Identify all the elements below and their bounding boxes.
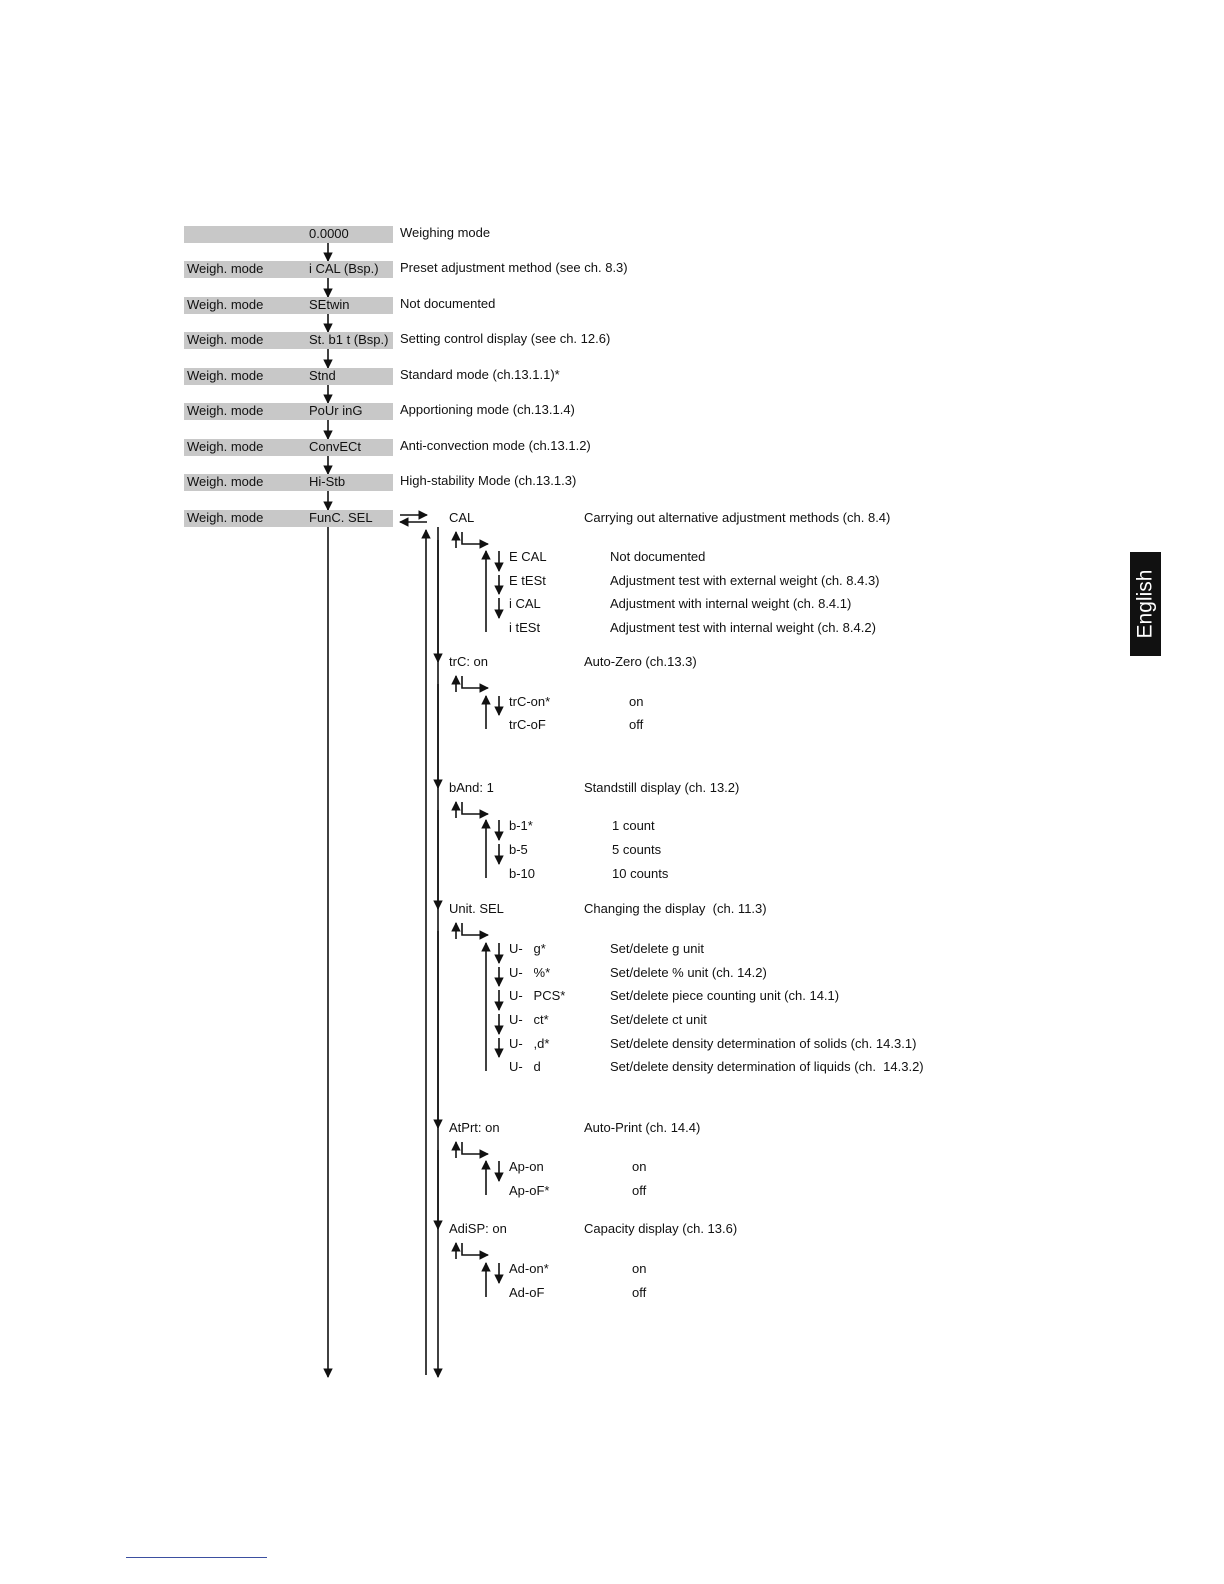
option-description: Set/delete piece counting unit (ch. 14.1)	[610, 988, 840, 1003]
menu-step-prefix: Weigh. mode	[187, 510, 264, 525]
return-arrow	[462, 532, 488, 544]
option-description: Set/delete density determination of liquids (ch. 14.3.2)	[610, 1059, 924, 1074]
menu-step-description: Setting control display (see ch. 12.6)	[400, 331, 611, 346]
function-code: Unit. SEL	[449, 901, 504, 916]
function-description: Carrying out alternative adjustment methods (ch. 8.4)	[584, 510, 891, 525]
menu-step-description: Apportioning mode (ch.13.1.4)	[400, 402, 575, 417]
option-code: Ap-on	[509, 1159, 544, 1174]
option-description: 1 count	[612, 818, 655, 833]
option-description: Adjustment test with external weight (ch. 8.4.3)	[610, 573, 880, 588]
return-arrow	[462, 802, 488, 814]
function-description: Standstill display (ch. 13.2)	[584, 780, 740, 795]
option-description: Not documented	[610, 549, 706, 564]
menu-step-description: Standard mode (ch.13.1.1)*	[400, 367, 560, 382]
menu-step-prefix: Weigh. mode	[187, 261, 264, 276]
menu-step-code: 0.0000	[309, 226, 349, 241]
option-description: Set/delete ct unit	[610, 1012, 707, 1027]
option-code: b-1*	[509, 818, 533, 833]
option-code: Ad-on*	[509, 1261, 549, 1276]
option-code: trC-oF	[509, 717, 546, 732]
option-code: i CAL	[509, 596, 541, 611]
menu-step-code: SEtwin	[309, 297, 350, 312]
option-code: U- g*	[509, 941, 546, 956]
option-description: off	[632, 1285, 647, 1300]
function-code: CAL	[449, 510, 475, 525]
option-code: E CAL	[509, 549, 547, 564]
option-description: Set/delete g unit	[610, 941, 704, 956]
menu-step-code: Hi-Stb	[309, 474, 346, 489]
return-arrow	[462, 923, 488, 935]
menu-step-code: PoUr inG	[309, 403, 363, 418]
function-description: Changing the display (ch. 11.3)	[584, 901, 767, 916]
option-code: Ap-oF*	[509, 1183, 550, 1198]
language-tab	[1130, 552, 1161, 656]
option-description: Set/delete density determination of solids (ch. 14.3.1)	[610, 1036, 917, 1051]
option-description: off	[632, 1183, 647, 1198]
option-description: on	[632, 1159, 647, 1174]
menu-step-code: FunC. SEL	[309, 510, 373, 525]
function-code: bAnd: 1	[449, 780, 494, 795]
return-arrow	[462, 1142, 488, 1154]
option-code: U- %*	[509, 965, 551, 980]
option-description: Adjustment with internal weight (ch. 8.4.1)	[610, 596, 852, 611]
function-description: Auto-Zero (ch.13.3)	[584, 654, 697, 669]
option-description: 5 counts	[612, 842, 662, 857]
menu-step-description: Not documented	[400, 296, 496, 311]
option-description: off	[629, 717, 644, 732]
function-code: trC: on	[449, 654, 489, 669]
language-tab-label: English	[1133, 569, 1157, 639]
menu-step-description: High-stability Mode (ch.13.1.3)	[400, 473, 577, 488]
function-code: AdiSP: on	[449, 1221, 507, 1236]
menu-step-prefix: Weigh. mode	[187, 439, 264, 454]
menu-step-prefix: Weigh. mode	[187, 474, 264, 489]
option-code: Ad-oF	[509, 1285, 545, 1300]
option-code: b-10	[509, 866, 536, 881]
menu-step-prefix: Weigh. mode	[187, 403, 264, 418]
return-arrow	[462, 1243, 488, 1255]
option-description: Adjustment test with internal weight (ch. 8.4.2)	[610, 620, 876, 635]
menu-step	[184, 226, 393, 243]
option-code: b-5	[509, 842, 528, 857]
menu-step-code: St. b1 t (Bsp.)	[309, 332, 389, 347]
menu-step-code: Stnd	[309, 368, 336, 383]
option-code: U- d	[509, 1059, 541, 1074]
footer-rule	[126, 1557, 267, 1558]
option-description: on	[629, 694, 644, 709]
menu-step-code: i CAL (Bsp.)	[309, 261, 379, 276]
option-code: E tESt	[509, 573, 546, 588]
menu-step-description: Preset adjustment method (see ch. 8.3)	[400, 260, 628, 275]
option-code: U- PCS*	[509, 988, 566, 1003]
option-code: trC-on*	[509, 694, 551, 709]
menu-step-prefix: Weigh. mode	[187, 368, 264, 383]
option-code: i tESt	[509, 620, 541, 635]
function-code: AtPrt: on	[449, 1120, 500, 1135]
option-description: Set/delete % unit (ch. 14.2)	[610, 965, 767, 980]
menu-step-description: Weighing mode	[400, 225, 491, 240]
menu-step-prefix: Weigh. mode	[187, 297, 264, 312]
return-arrow	[462, 676, 488, 688]
option-code: U- ct*	[509, 1012, 549, 1027]
function-description: Auto-Print (ch. 14.4)	[584, 1120, 701, 1135]
menu-step-description: Anti-convection mode (ch.13.1.2)	[400, 438, 591, 453]
menu-step-prefix: Weigh. mode	[187, 332, 264, 347]
option-description: 10 counts	[612, 866, 669, 881]
option-description: on	[632, 1261, 647, 1276]
function-description: Capacity display (ch. 13.6)	[584, 1221, 738, 1236]
menu-step-code: ConvECt	[309, 439, 362, 454]
option-code: U- ,d*	[509, 1036, 550, 1051]
